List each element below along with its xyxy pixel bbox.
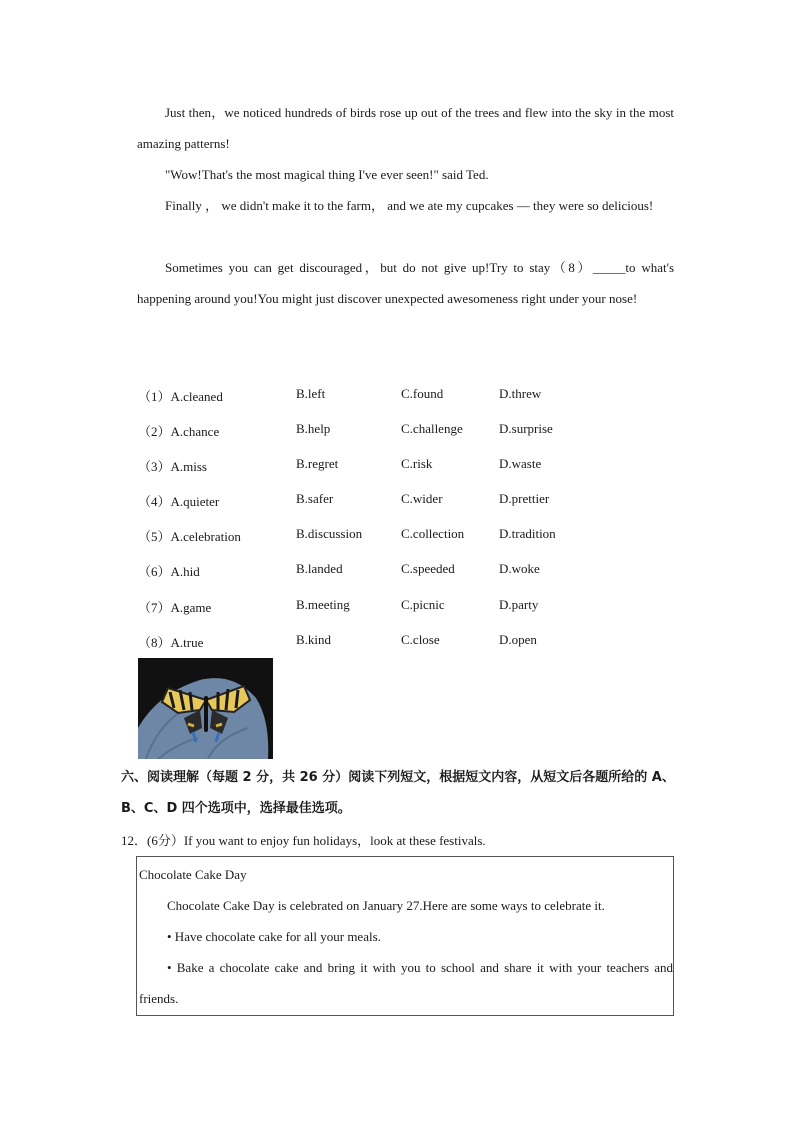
option-a: （6）A.hid xyxy=(138,564,200,579)
bullet-item: • Bake a chocolate cake and bring it with you to school and share it with your teachers and friends. xyxy=(139,960,673,1006)
option-b: B.help xyxy=(296,421,331,436)
option-a: （2）A.chance xyxy=(138,424,220,439)
option-a: （1）A.cleaned xyxy=(138,389,223,404)
festival-box xyxy=(136,856,674,1016)
option-b: B.landed xyxy=(296,561,343,576)
option-a: （7）A.game xyxy=(138,600,212,615)
option-d: D.waste xyxy=(499,456,542,471)
option-d: D.tradition xyxy=(499,526,556,541)
option-d: D.surprise xyxy=(499,421,553,436)
box-title: Chocolate Cake Day xyxy=(139,867,247,882)
option-c: C.collection xyxy=(401,526,465,541)
passage-paragraph-3: Finally ， we didn't make it to the farm， and we ate my cupcakes — they were so delicious! xyxy=(165,198,654,213)
option-b: B.regret xyxy=(296,456,339,471)
option-d: D.prettier xyxy=(499,491,550,506)
question-12-intro: 12．(6分）If you want to enjoy fun holidays，look at these festivals. xyxy=(121,833,486,848)
butterfly-photo xyxy=(138,658,273,759)
option-a: （4）A.quieter xyxy=(138,494,220,509)
option-d: D.threw xyxy=(499,386,542,401)
option-b: B.safer xyxy=(296,491,334,506)
option-d: D.party xyxy=(499,597,539,612)
section-heading: 六、阅读理解（每题 2 分，共 26 分）阅读下列短文，根据短文内容，从短文后各题所给的 A、B、C、D 四个选项中，选择最佳选项。 xyxy=(121,770,675,816)
option-c: C.found xyxy=(401,386,444,401)
passage-paragraph-2: "Wow!That's the most magical thing I've ever seen!" said Ted. xyxy=(165,167,489,182)
option-b: B.kind xyxy=(296,632,332,647)
passage-paragraph-4: Sometimes you can get discouraged，but do not give up!Try to stay（8）_____to what's happening around you!You might just discover unexpected awesomeness right under your nose! xyxy=(137,260,674,306)
box-line: Chocolate Cake Day is celebrated on January 27.Here are some ways to celebrate it. xyxy=(167,898,605,913)
option-c: C.challenge xyxy=(401,421,463,436)
option-c: C.picnic xyxy=(401,597,445,612)
option-a: （8）A.true xyxy=(138,635,204,650)
option-b: B.discussion xyxy=(296,526,363,541)
option-d: D.open xyxy=(499,632,537,647)
option-d: D.woke xyxy=(499,561,540,576)
bullet-item: • Have chocolate cake for all your meals. xyxy=(167,929,381,944)
option-c: C.wider xyxy=(401,491,443,506)
option-a: （3）A.miss xyxy=(138,459,207,474)
option-a: （5）A.celebration xyxy=(138,529,241,544)
option-b: B.left xyxy=(296,386,326,401)
butterfly-on-knee-image xyxy=(138,658,273,759)
passage-paragraph-1: Just then，we noticed hundreds of birds rose up out of the trees and flew into the sky in the most amazing patterns! xyxy=(137,105,674,151)
option-b: B.meeting xyxy=(296,597,350,612)
option-c: C.close xyxy=(401,632,440,647)
option-c: C.risk xyxy=(401,456,433,471)
option-c: C.speeded xyxy=(401,561,455,576)
